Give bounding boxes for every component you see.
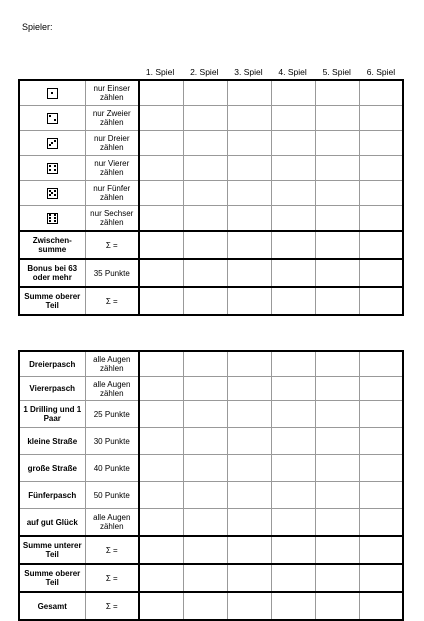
row-value: 40 Punkte: [85, 455, 139, 482]
score-cell[interactable]: [359, 287, 403, 315]
row-value: Σ =: [85, 287, 139, 315]
score-cell[interactable]: [359, 455, 403, 482]
score-cell[interactable]: [139, 206, 183, 232]
score-cell[interactable]: [315, 482, 359, 509]
score-cell[interactable]: [139, 592, 183, 620]
score-cell[interactable]: [139, 287, 183, 315]
lower-row: [19, 536, 403, 564]
score-cell[interactable]: [183, 482, 227, 509]
lower-row: [19, 401, 403, 428]
rule-label: nur Vierer zählen: [85, 156, 139, 181]
score-cell[interactable]: [315, 592, 359, 620]
upper-row: [19, 181, 403, 206]
lower-row: [19, 455, 403, 482]
score-cell[interactable]: [359, 351, 403, 377]
lower-section-table: [18, 350, 404, 621]
row-value: alle Augen zählen: [85, 377, 139, 401]
row-value: Σ =: [85, 536, 139, 564]
score-cell[interactable]: [359, 106, 403, 131]
score-cell[interactable]: [315, 106, 359, 131]
score-cell[interactable]: [271, 351, 315, 377]
lower-row: [19, 564, 403, 592]
score-cell[interactable]: [315, 351, 359, 377]
score-cell[interactable]: [183, 131, 227, 156]
score-cell[interactable]: [227, 428, 271, 455]
score-cell[interactable]: [315, 455, 359, 482]
game-header: 1. Spiel: [145, 67, 175, 77]
score-cell[interactable]: [271, 592, 315, 620]
score-cell[interactable]: [359, 131, 403, 156]
rule-label: nur Fünfer zählen: [85, 181, 139, 206]
score-cell[interactable]: [271, 455, 315, 482]
score-cell[interactable]: [359, 428, 403, 455]
score-cell[interactable]: [139, 564, 183, 592]
score-cell[interactable]: [227, 536, 271, 564]
score-cell[interactable]: [139, 455, 183, 482]
die-four-icon: [47, 163, 58, 174]
score-cell[interactable]: [183, 351, 227, 377]
rule-label: nur Einser zählen: [85, 80, 139, 106]
score-cell[interactable]: [271, 509, 315, 537]
row-value: 30 Punkte: [85, 428, 139, 455]
score-cell[interactable]: [227, 181, 271, 206]
score-cell[interactable]: [359, 259, 403, 287]
score-cell[interactable]: [359, 231, 403, 259]
lower-row: [19, 351, 403, 377]
row-value: Σ =: [85, 231, 139, 259]
score-cell[interactable]: [315, 231, 359, 259]
score-cell[interactable]: [359, 401, 403, 428]
score-cell[interactable]: [139, 401, 183, 428]
score-cell[interactable]: [271, 156, 315, 181]
upper-total-row: [19, 259, 403, 287]
score-cell[interactable]: [359, 509, 403, 537]
score-cell[interactable]: [271, 181, 315, 206]
die-cell: [19, 106, 85, 131]
score-cell[interactable]: [227, 231, 271, 259]
score-cell[interactable]: [183, 206, 227, 232]
score-cell[interactable]: [227, 401, 271, 428]
row-name: Summe oberer Teil: [19, 564, 85, 592]
score-cell[interactable]: [183, 156, 227, 181]
score-cell[interactable]: [359, 564, 403, 592]
score-cell[interactable]: [183, 181, 227, 206]
score-cell[interactable]: [227, 206, 271, 232]
score-cell[interactable]: [183, 592, 227, 620]
die-cell: [19, 206, 85, 232]
row-name: auf gut Glück: [19, 509, 85, 537]
game-header: 3. Spiel: [234, 67, 263, 77]
score-cell[interactable]: [183, 231, 227, 259]
score-cell[interactable]: [271, 564, 315, 592]
upper-row: [19, 131, 403, 156]
rule-label: nur Sechser zählen: [85, 206, 139, 232]
score-cell[interactable]: [271, 80, 315, 106]
game-headers: [138, 67, 403, 77]
die-three-icon: [47, 138, 58, 149]
lower-row: [19, 377, 403, 401]
score-cell[interactable]: [139, 181, 183, 206]
row-name: 1 Drilling und 1 Paar: [19, 401, 85, 428]
row-value: Σ =: [85, 564, 139, 592]
upper-row: [19, 80, 403, 106]
score-cell[interactable]: [227, 564, 271, 592]
score-cell[interactable]: [183, 455, 227, 482]
row-name: Gesamt: [19, 592, 85, 620]
score-cell[interactable]: [183, 259, 227, 287]
score-cell[interactable]: [271, 401, 315, 428]
score-cell[interactable]: [315, 536, 359, 564]
score-cell[interactable]: [139, 377, 183, 401]
die-six-icon: [47, 213, 58, 224]
score-cell[interactable]: [271, 428, 315, 455]
row-name: Bonus bei 63 oder mehr: [19, 259, 85, 287]
lower-row: [19, 428, 403, 455]
upper-row: [19, 206, 403, 232]
player-label: Spieler:: [22, 22, 53, 32]
row-value: 50 Punkte: [85, 482, 139, 509]
game-header: 4. Spiel: [278, 67, 307, 77]
score-cell[interactable]: [315, 80, 359, 106]
score-cell[interactable]: [227, 377, 271, 401]
score-cell[interactable]: [183, 377, 227, 401]
score-cell[interactable]: [227, 287, 271, 315]
upper-section-table: [18, 79, 404, 316]
score-cell[interactable]: [359, 156, 403, 181]
row-value: 25 Punkte: [85, 401, 139, 428]
score-cell[interactable]: [227, 131, 271, 156]
score-cell[interactable]: [271, 377, 315, 401]
score-cell[interactable]: [315, 259, 359, 287]
score-cell[interactable]: [315, 131, 359, 156]
score-cell[interactable]: [183, 509, 227, 537]
row-name: große Straße: [19, 455, 85, 482]
row-value: 35 Punkte: [85, 259, 139, 287]
upper-total-row: [19, 287, 403, 315]
row-name: Dreierpasch: [19, 351, 85, 377]
upper-row: [19, 156, 403, 181]
score-cell[interactable]: [183, 564, 227, 592]
die-cell: [19, 131, 85, 156]
score-cell[interactable]: [139, 351, 183, 377]
score-cell[interactable]: [271, 536, 315, 564]
score-cell[interactable]: [139, 106, 183, 131]
score-cell[interactable]: [183, 401, 227, 428]
row-value: Σ =: [85, 592, 139, 620]
score-cell[interactable]: [315, 564, 359, 592]
score-cell[interactable]: [227, 259, 271, 287]
score-cell[interactable]: [183, 536, 227, 564]
score-cell[interactable]: [227, 455, 271, 482]
score-cell[interactable]: [183, 80, 227, 106]
score-cell[interactable]: [227, 592, 271, 620]
score-cell[interactable]: [315, 509, 359, 537]
score-cell[interactable]: [271, 259, 315, 287]
score-cell[interactable]: [315, 401, 359, 428]
game-header: 2. Spiel: [190, 67, 219, 77]
score-cell[interactable]: [227, 482, 271, 509]
game-header: 6. Spiel: [366, 67, 396, 77]
row-value: alle Augen zählen: [85, 351, 139, 377]
rule-label: nur Dreier zählen: [85, 131, 139, 156]
score-cell[interactable]: [315, 428, 359, 455]
row-name: kleine Straße: [19, 428, 85, 455]
score-cell[interactable]: [227, 80, 271, 106]
score-cell[interactable]: [183, 287, 227, 315]
row-name: Viererpasch: [19, 377, 85, 401]
score-cell[interactable]: [227, 156, 271, 181]
score-cell[interactable]: [227, 509, 271, 537]
score-cell[interactable]: [359, 536, 403, 564]
row-name: Summe unterer Teil: [19, 536, 85, 564]
score-cell[interactable]: [359, 206, 403, 232]
score-cell[interactable]: [315, 287, 359, 315]
die-two-icon: [47, 113, 58, 124]
die-cell: [19, 181, 85, 206]
score-cell[interactable]: [227, 351, 271, 377]
rule-label: nur Zweier zählen: [85, 106, 139, 131]
game-header: 5. Spiel: [322, 67, 351, 77]
lower-row: [19, 482, 403, 509]
score-cell[interactable]: [271, 231, 315, 259]
die-cell: [19, 80, 85, 106]
score-cell[interactable]: [315, 156, 359, 181]
row-name: Summe oberer Teil: [19, 287, 85, 315]
score-cell[interactable]: [359, 377, 403, 401]
score-cell[interactable]: [315, 377, 359, 401]
upper-row: [19, 106, 403, 131]
row-name: Zwischen-summe: [19, 231, 85, 259]
row-name: Fünferpasch: [19, 482, 85, 509]
score-cell[interactable]: [271, 482, 315, 509]
upper-total-row: [19, 231, 403, 259]
score-cell[interactable]: [139, 80, 183, 106]
die-one-icon: [47, 88, 58, 99]
score-cell[interactable]: [139, 259, 183, 287]
score-cell[interactable]: [227, 106, 271, 131]
score-cell[interactable]: [183, 428, 227, 455]
score-cell[interactable]: [271, 106, 315, 131]
die-five-icon: [47, 188, 58, 199]
score-cell[interactable]: [139, 131, 183, 156]
score-cell[interactable]: [315, 206, 359, 232]
score-cell[interactable]: [271, 206, 315, 232]
lower-row: [19, 592, 403, 620]
score-cell[interactable]: [139, 428, 183, 455]
score-cell[interactable]: [139, 231, 183, 259]
score-cell[interactable]: [139, 156, 183, 181]
die-cell: [19, 156, 85, 181]
score-cell[interactable]: [139, 536, 183, 564]
score-cell[interactable]: [271, 287, 315, 315]
score-cell[interactable]: [315, 181, 359, 206]
score-cell[interactable]: [271, 131, 315, 156]
score-cell[interactable]: [359, 482, 403, 509]
score-cell[interactable]: [183, 106, 227, 131]
score-cell[interactable]: [359, 80, 403, 106]
lower-row: [19, 509, 403, 537]
score-cell[interactable]: [359, 181, 403, 206]
row-value: alle Augen zählen: [85, 509, 139, 537]
score-cell[interactable]: [139, 509, 183, 537]
score-cell[interactable]: [139, 482, 183, 509]
score-cell[interactable]: [359, 592, 403, 620]
